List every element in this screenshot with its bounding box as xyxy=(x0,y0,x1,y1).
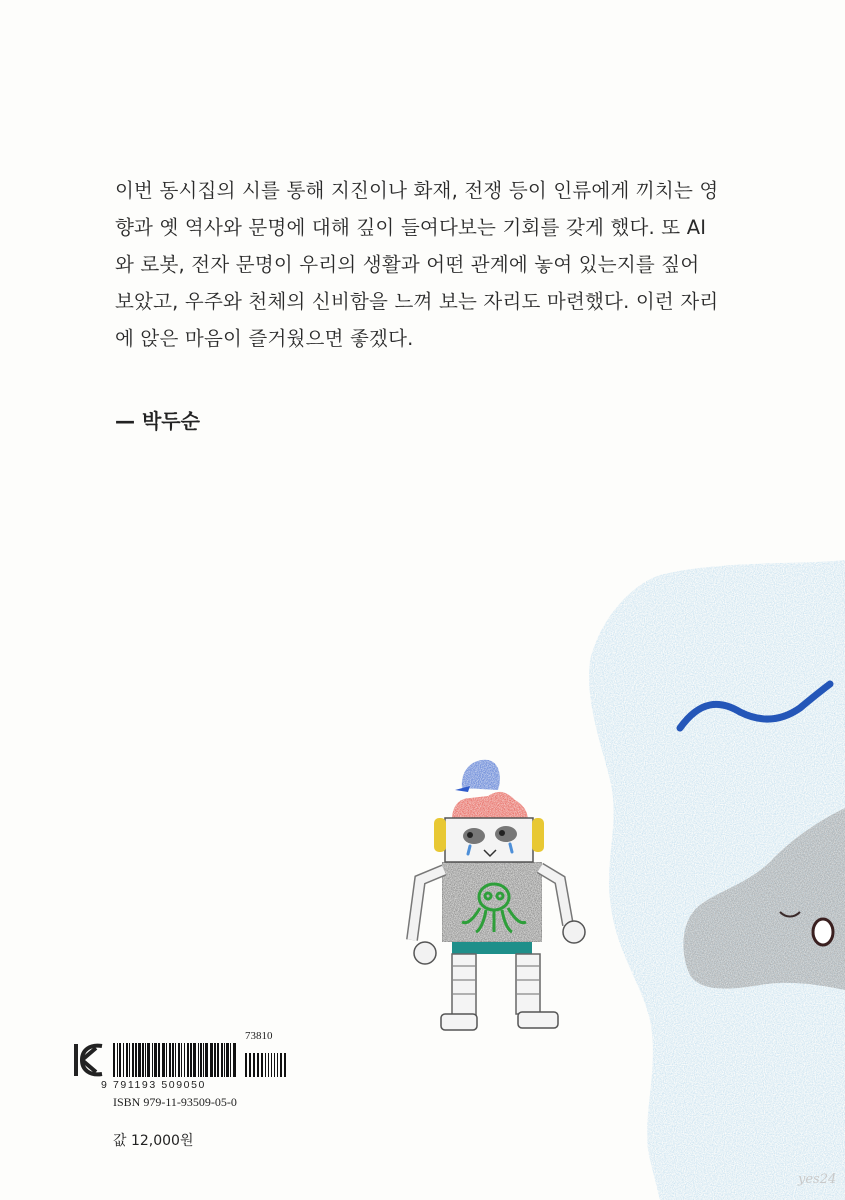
barcode-bar xyxy=(129,1043,130,1077)
barcode-bar xyxy=(132,1043,134,1077)
barcode-bar xyxy=(187,1043,189,1077)
barcode-digits: 9 791193 509050 xyxy=(101,1079,206,1091)
blurb-line: 향과 옛 역사와 문명에 대해 깊이 들여다보는 기회를 갖게 했다. 또 AI xyxy=(115,216,707,239)
barcode-bar xyxy=(172,1043,174,1077)
barcode-bar xyxy=(175,1043,176,1077)
isbn: ISBN 979-11-93509-05-0 xyxy=(113,1095,237,1109)
barcode-icon xyxy=(113,1043,288,1079)
blurb-line: 보았고, 우주와 천체의 신비함을 느껴 보는 자리도 마련했다. 이런 자리 xyxy=(115,290,719,313)
barcode-bar xyxy=(142,1043,144,1077)
barcode-bar xyxy=(193,1043,196,1077)
barcode-addon-bar xyxy=(277,1053,278,1077)
barcode-bar xyxy=(166,1043,167,1077)
barcode-addon-bar xyxy=(280,1053,282,1077)
barcode-bar xyxy=(138,1043,141,1077)
barcode-addon-bar xyxy=(257,1053,259,1077)
barcode-addon-bar xyxy=(271,1053,272,1077)
barcode-bar xyxy=(178,1043,180,1077)
barcode-bar xyxy=(145,1043,146,1077)
barcode-bar xyxy=(210,1043,213,1077)
barcode-bar xyxy=(162,1043,165,1077)
barcode-bar xyxy=(190,1043,192,1077)
barcode-bar xyxy=(117,1043,118,1077)
barcode-bar xyxy=(200,1043,202,1077)
barcode-bar xyxy=(224,1043,225,1077)
barcode-bar xyxy=(184,1043,185,1077)
barcode-bar xyxy=(181,1043,182,1077)
barcode-addon: 73810 xyxy=(245,1030,273,1042)
barcode-addon-bar xyxy=(284,1053,286,1077)
watermark: yes24 xyxy=(798,1172,837,1187)
barcode-bar xyxy=(198,1043,199,1077)
price: 값 12,000원 xyxy=(113,1133,194,1149)
barcode-bar xyxy=(154,1043,157,1077)
barcode-bar xyxy=(205,1043,208,1077)
blurb-line: 와 로봇, 전자 문명이 우리의 생활과 어떤 관계에 놓여 있는지를 짚어 xyxy=(115,253,700,276)
robot-drawing xyxy=(412,760,585,1030)
barcode-addon-bar xyxy=(253,1053,255,1077)
blurb-line: 이번 동시집의 시를 통해 지진이나 화재, 전쟁 등이 인류에게 끼치는 영 xyxy=(115,179,719,202)
barcode-addon-bar xyxy=(249,1053,251,1077)
barcode-bar xyxy=(135,1043,137,1077)
barcode-bar xyxy=(233,1043,236,1077)
barcode-bar xyxy=(119,1043,121,1077)
barcode-addon-bar xyxy=(245,1053,247,1077)
barcode-bar xyxy=(221,1043,223,1077)
barcode-addon-bar xyxy=(261,1053,263,1077)
author-signature: — 박두순 xyxy=(115,409,200,433)
kc-mark-icon xyxy=(72,1040,106,1080)
barcode-bar xyxy=(217,1043,219,1077)
barcode-bar xyxy=(230,1043,231,1077)
barcode-bar xyxy=(152,1043,153,1077)
barcode-bar xyxy=(123,1043,124,1077)
back-cover-blurb xyxy=(115,172,755,357)
blurb-line: 에 앉은 마음이 즐거웠으면 좋겠다. xyxy=(115,327,414,350)
barcode-addon-bar xyxy=(268,1053,269,1077)
barcode-bar xyxy=(147,1043,150,1077)
barcode-bar xyxy=(226,1043,229,1077)
barcode-bar xyxy=(113,1043,115,1077)
barcode-bar xyxy=(126,1043,128,1077)
barcode-addon-bar xyxy=(265,1053,266,1077)
barcode-bar xyxy=(203,1043,204,1077)
barcode-bar xyxy=(158,1043,160,1077)
barcode-bar xyxy=(169,1043,171,1077)
barcode-addon-bar xyxy=(274,1053,275,1077)
barcode-bar xyxy=(214,1043,216,1077)
